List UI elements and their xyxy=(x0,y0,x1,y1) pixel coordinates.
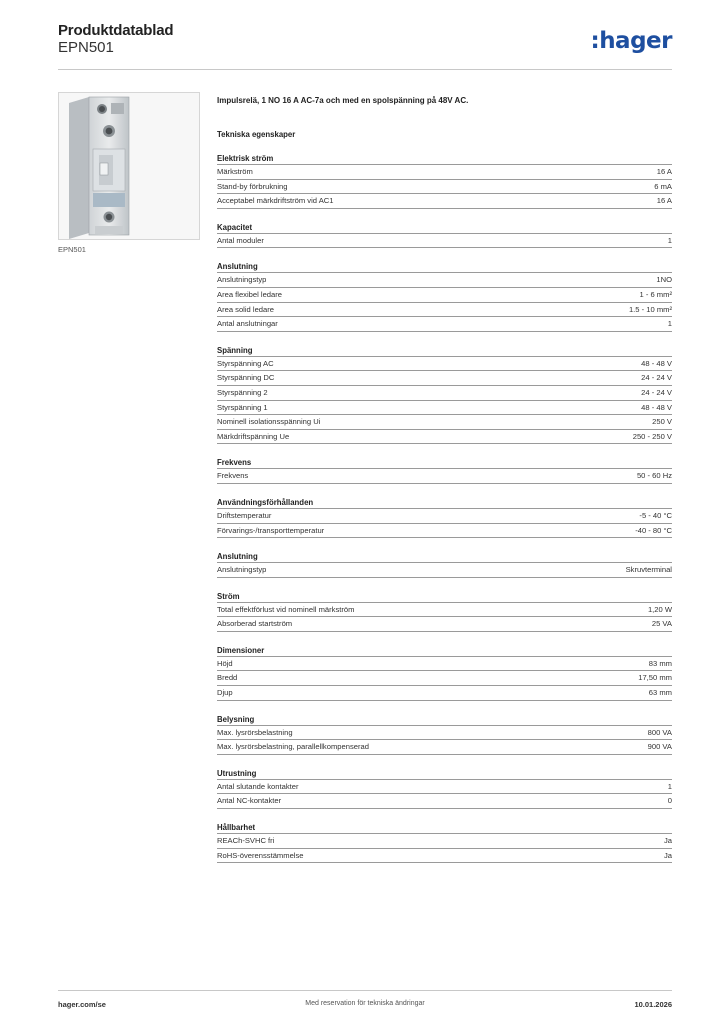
spec-row xyxy=(217,780,672,795)
spec-value: 1 - 6 mm² xyxy=(639,289,672,299)
spec-label: Anslutningstyp xyxy=(217,565,267,575)
spec-value: 16 A xyxy=(656,167,672,176)
footer-note: Med reservation för tekniska ändringar xyxy=(305,1000,425,1007)
spec-value: 1.5 - 10 mm² xyxy=(628,304,672,314)
spec-label: Total effektförlust vid nominell märkström xyxy=(217,604,355,614)
logo-text: hager xyxy=(599,28,672,54)
spec-row xyxy=(217,371,672,386)
spec-row xyxy=(217,524,672,539)
image-caption: EPN501 xyxy=(58,245,86,254)
spec-label: Area solid ledare xyxy=(217,304,274,314)
spec-value: 6 mA xyxy=(654,181,672,191)
spec-group-title: Anslutning xyxy=(217,549,672,563)
spec-content xyxy=(217,96,672,863)
spec-value: 24 - 24 V xyxy=(641,387,672,397)
spec-value: Ja xyxy=(663,850,672,860)
spec-label: Styrspänning 2 xyxy=(217,387,268,397)
spec-group-title: Kapacitet xyxy=(217,220,672,234)
spec-row xyxy=(217,273,672,288)
spec-value: 50 - 60 Hz xyxy=(636,471,672,481)
spec-row xyxy=(217,401,672,416)
product-description: Impulsrelä, 1 NO 16 A AC-7a och med en spolspänning på 48V AC. xyxy=(217,96,469,105)
spec-label: Max. lysrörsbelastning xyxy=(217,727,293,737)
spec-row xyxy=(217,357,672,372)
spec-label: Djup xyxy=(217,688,233,698)
spec-value: 63 mm xyxy=(648,688,672,698)
spec-row xyxy=(217,849,672,864)
spec-group-title: Användningsförhållanden xyxy=(217,495,672,509)
spec-value: 48 - 48 V xyxy=(641,402,672,412)
spec-label: Antal moduler xyxy=(217,235,264,245)
spec-label: Styrspänning AC xyxy=(217,358,274,368)
spec-value: 0 xyxy=(667,796,672,806)
spec-group-title: Belysning xyxy=(217,712,672,726)
product-image xyxy=(58,92,200,240)
spec-group-title: Ström xyxy=(217,589,672,603)
spec-row xyxy=(217,671,672,686)
spec-row xyxy=(217,165,672,180)
spec-group-title: Utrustning xyxy=(217,766,672,780)
spec-label: Frekvens xyxy=(217,471,249,481)
spec-value: -5 - 40 °C xyxy=(639,510,672,520)
spec-row xyxy=(217,563,672,578)
spec-label: Antal slutande kontakter xyxy=(217,781,299,791)
spec-row xyxy=(217,303,672,318)
spec-value: 17,50 mm xyxy=(638,673,672,683)
spec-label: RoHS-överensstämmelse xyxy=(217,850,304,860)
spec-label: Höjd xyxy=(217,658,233,668)
spec-value: 25 VA xyxy=(651,619,672,629)
spec-value: Ja xyxy=(663,836,672,846)
product-code: EPN501 xyxy=(58,39,114,56)
spec-label: Styrspänning DC xyxy=(217,373,275,383)
technical-properties-heading: Tekniska egenskaper xyxy=(217,130,296,139)
spec-value: 1 xyxy=(667,319,672,329)
spec-label: REACh-SVHC fri xyxy=(217,836,275,846)
spec-row xyxy=(217,617,672,632)
page-header xyxy=(58,22,672,70)
spec-label: Bredd xyxy=(217,673,238,683)
spec-groups xyxy=(217,151,672,863)
spec-value: 800 VA xyxy=(647,727,672,737)
spec-label: Förvarings-/transporttemperatur xyxy=(217,525,325,535)
spec-row xyxy=(217,234,672,249)
spec-label: Max. lysrörsbelastning, parallellkompenserad xyxy=(217,742,369,752)
spec-label: Antal anslutningar xyxy=(217,319,278,329)
spec-row xyxy=(217,415,672,430)
spec-value: 24 - 24 V xyxy=(641,373,672,383)
spec-value: 250 - 250 V xyxy=(632,431,672,441)
spec-label: Antal NC-kontakter xyxy=(217,796,282,806)
spec-group-title: Dimensioner xyxy=(217,643,672,657)
hager-logo: :hager xyxy=(590,28,672,54)
spec-label: Nominell isolationsspänning Ui xyxy=(217,417,321,427)
spec-row xyxy=(217,740,672,755)
spec-group-title: Frekvens xyxy=(217,455,672,469)
spec-label: Märkström xyxy=(217,167,253,176)
spec-value: -40 - 80 °C xyxy=(635,525,672,535)
spec-row xyxy=(217,317,672,332)
spec-label: Stand-by förbrukning xyxy=(217,181,288,191)
spec-value: 250 V xyxy=(652,417,672,427)
page-footer xyxy=(58,990,672,1014)
spec-value: 1 xyxy=(667,235,672,245)
spec-row xyxy=(217,386,672,401)
spec-row xyxy=(217,603,672,618)
spec-value: 1NO xyxy=(656,275,672,285)
spec-row xyxy=(217,288,672,303)
spec-label: Area flexibel ledare xyxy=(217,289,283,299)
document-title: Produktdatablad xyxy=(58,22,174,39)
spec-row xyxy=(217,726,672,741)
impulse-relay-illustration xyxy=(59,93,199,239)
spec-group-title: Spänning xyxy=(217,343,672,357)
spec-row xyxy=(217,469,672,484)
spec-label: Anslutningstyp xyxy=(217,275,267,285)
spec-label: Acceptabel märkdriftström vid AC1 xyxy=(217,196,334,206)
spec-row xyxy=(217,834,672,849)
spec-row xyxy=(217,509,672,524)
spec-row xyxy=(217,794,672,809)
spec-group-title: Anslutning xyxy=(217,259,672,273)
spec-row xyxy=(217,686,672,701)
spec-label: Märkdriftspänning Ue xyxy=(217,431,290,441)
spec-value: 16 A xyxy=(656,196,672,206)
spec-label: Absorberad startström xyxy=(217,619,293,629)
spec-row xyxy=(217,180,672,195)
spec-label: Driftstemperatur xyxy=(217,510,272,520)
spec-value: Skruvterminal xyxy=(625,565,672,575)
spec-row xyxy=(217,194,672,209)
spec-value: 1 xyxy=(667,781,672,791)
spec-value: 48 - 48 V xyxy=(641,358,672,368)
spec-row xyxy=(217,430,672,445)
spec-row xyxy=(217,657,672,672)
spec-group-title: Elektrisk ström xyxy=(217,151,672,165)
spec-value: 83 mm xyxy=(648,658,672,668)
footer-date: 10.01.2026 xyxy=(634,1000,672,1009)
footer-website: hager.com/se xyxy=(58,1000,106,1009)
spec-value: 1,20 W xyxy=(647,604,672,614)
spec-label: Styrspänning 1 xyxy=(217,402,268,412)
spec-value: 900 VA xyxy=(647,742,672,752)
spec-group-title: Hållbarhet xyxy=(217,820,672,834)
